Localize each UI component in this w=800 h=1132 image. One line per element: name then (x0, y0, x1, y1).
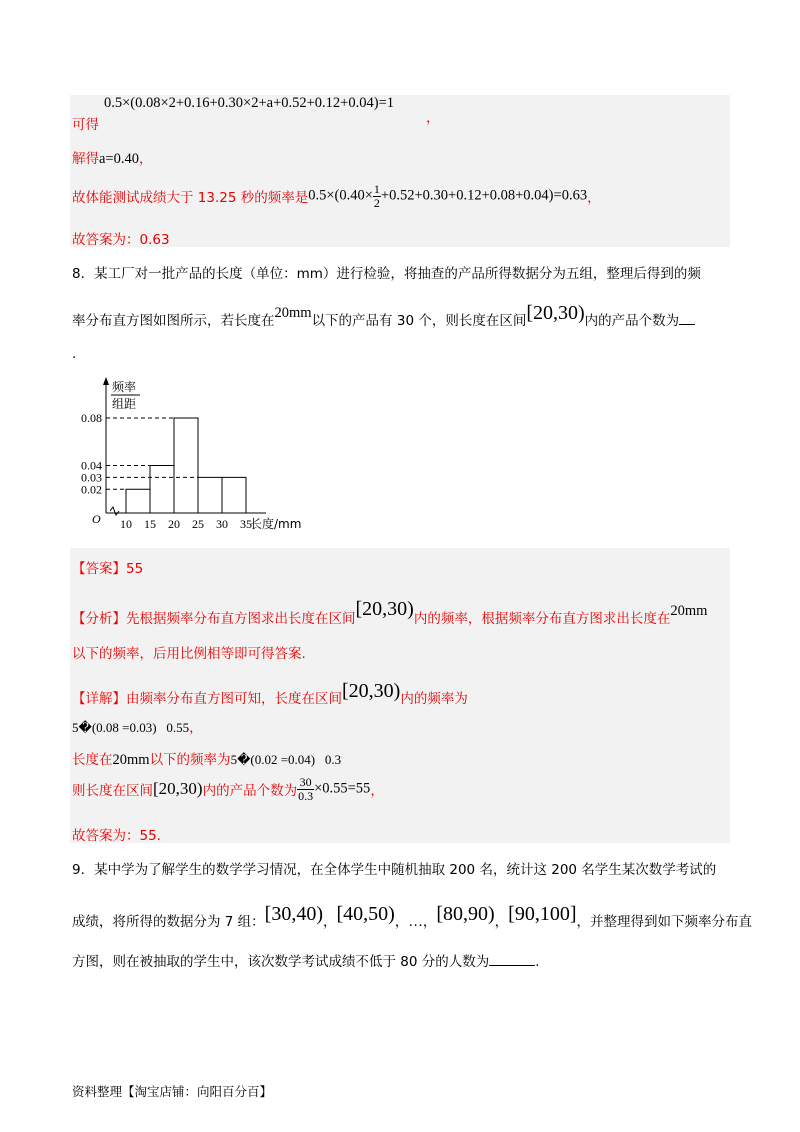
analysis-text-a: 先根据频率分布直方图求出长度在区间 (126, 611, 356, 627)
analysis-interval: [20,30) (355, 598, 414, 620)
equation-frequency-post: +0.52+0.30+0.12+0.08+0.04)=0.63 (380, 187, 588, 204)
x-axis-label: 长度/mm (250, 517, 302, 531)
axis-break-mark (110, 507, 119, 515)
length-text-b: 以下的频率为 (149, 752, 231, 768)
answer-2: 故答案为：55. (72, 828, 161, 844)
comma: ， (426, 110, 440, 126)
count-line (72, 776, 384, 802)
count-interval: [20,30) (153, 779, 203, 799)
chart-layer (81, 377, 301, 531)
q9-group-1: [30,40) (264, 903, 323, 925)
histogram-bar (150, 466, 174, 514)
solve-line (72, 147, 153, 168)
count-text-a: 则长度在区间 (72, 783, 153, 800)
equation-b-text: 5�(0.02 =0.04) 0.3 (230, 752, 342, 767)
frequency-text: 故体能测试成绩大于 13.25 秒的频率是 (72, 190, 309, 207)
q9-line1: 9．某中学为了解学生的数学学习情况，在全体学生中随机抽取 200 名，统计这 200 名学生某次数学考试的 (72, 862, 717, 878)
solution-block-1 (70, 95, 730, 247)
q8-dot: . (72, 346, 77, 362)
equation-a-text: 5�(0.08 =0.03) 0.55 (72, 720, 190, 735)
answer-blank (679, 312, 695, 325)
x-tick-label: 25 (192, 517, 204, 531)
separator: ， (422, 914, 437, 930)
detail-line (72, 680, 468, 707)
y-tick-label: 0.03 (81, 470, 102, 485)
y-tick-label: 0.04 (81, 458, 102, 473)
jiede-label: 解得 (72, 151, 99, 167)
comma: ， (189, 720, 203, 736)
fraction-30-over-03 (297, 776, 314, 802)
q9-end: . (535, 954, 540, 970)
footer-note: 资料整理【淘宝店铺：向阳百分百】 (72, 1084, 273, 1099)
length-text-a: 长度在 (72, 752, 113, 768)
q9-group-4: [90,100] (508, 903, 577, 925)
q9-ellipsis: … (408, 914, 423, 930)
q8-line1: 8．某工厂对一批产品的长度（单位：mm）进行检验，将抽查的产品所得数据分为五组，整理后得到的频 (72, 266, 701, 282)
answer-line (72, 557, 143, 577)
x-tick-label: 30 (216, 517, 228, 531)
y-axis-arrow (103, 377, 109, 385)
analysis-line2: 以下的频率，后用比例相等即可得答案. (72, 646, 306, 662)
fraction-half (373, 183, 381, 209)
origin-label: O (92, 512, 101, 526)
y-tick-label: 0.02 (81, 482, 102, 497)
q9-group-3: [80,90) (436, 903, 495, 925)
q8-mm: 20mm (274, 305, 312, 321)
detail-label: 【详解】 (72, 691, 126, 707)
q9-line3 (72, 950, 540, 970)
q9-line2 (72, 903, 752, 931)
q9-text-a: 成绩，将所得的数据分为 7 组： (72, 914, 265, 930)
answer-label: 【答案】 (72, 561, 126, 577)
fraction-denominator: 0.3 (298, 788, 314, 803)
q9-group-2: [40,50) (336, 903, 395, 925)
histogram-bar (198, 477, 222, 513)
analysis-label: 【分析】 (72, 611, 126, 627)
analysis-mm: 20mm (670, 603, 708, 619)
q8-interval: [20,30) (526, 302, 585, 324)
q8-text-b: 以下的产品有 30 个，则长度在区间 (311, 313, 527, 329)
comma: ， (370, 783, 384, 800)
q8-line2 (72, 302, 695, 329)
q9-text-b: ，并整理得到如下频率分布直 (576, 914, 752, 930)
x-tick-label: 20 (168, 517, 180, 531)
histogram-bar (174, 418, 198, 513)
y-label-bottom: 组距 (112, 397, 137, 411)
equation-line-a (72, 716, 203, 736)
y-label-top: 频率 (112, 380, 137, 394)
equation-frequency-pre: 0.5×(0.40× (308, 187, 373, 204)
q9-text-c: 方图，则在被抽取的学生中，该次数学考试成绩不低于 80 分的人数为 (72, 954, 490, 970)
fraction-numerator: 30 (297, 776, 314, 790)
x-tick-label: 15 (144, 517, 156, 531)
answer-1: 故答案为：0.63 (72, 232, 170, 248)
frequency-line (72, 183, 601, 209)
length-line (72, 748, 341, 769)
fraction-numerator: 1 (373, 182, 380, 196)
histogram-chart (70, 375, 310, 535)
x-tick-label: 35 (240, 517, 252, 531)
detail-text-a: 由频率分布直方图可知，长度在区间 (126, 691, 342, 707)
separator: ， (394, 914, 409, 930)
q8-text-c: 内的产品个数为 (584, 313, 680, 329)
histogram-bar (126, 489, 150, 513)
x-tick-label: 10 (120, 517, 132, 531)
count-text-b: 内的产品个数为 (202, 783, 298, 800)
fraction-denominator: 2 (373, 195, 380, 210)
length-mm: 20mm (112, 752, 150, 768)
answer-value: 55 (126, 561, 144, 577)
analysis-text-b: 内的频率，根据频率分布直方图求出长度在 (413, 611, 671, 627)
separator: ， (323, 914, 337, 930)
equation-sum: 0.5×(0.08×2+0.16+0.30×2+a+0.52+0.12+0.04)=1 (104, 95, 394, 111)
detail-text-b: 内的频率为 (400, 691, 468, 707)
comma: ， (139, 151, 153, 167)
histogram-bar (222, 477, 246, 513)
keyi-label: 可得 (72, 117, 99, 133)
q8-text-a: 率分布直方图如图所示，若长度在 (72, 313, 275, 329)
analysis-line (72, 598, 707, 627)
comma: ， (587, 190, 601, 207)
separator: ， (494, 914, 509, 930)
count-equation: ×0.55=55 (314, 780, 371, 797)
answer-blank (489, 953, 535, 966)
y-tick-label: 0.08 (81, 411, 102, 425)
detail-interval: [20,30) (342, 680, 401, 702)
equation-a: a=0.40 (99, 151, 139, 167)
